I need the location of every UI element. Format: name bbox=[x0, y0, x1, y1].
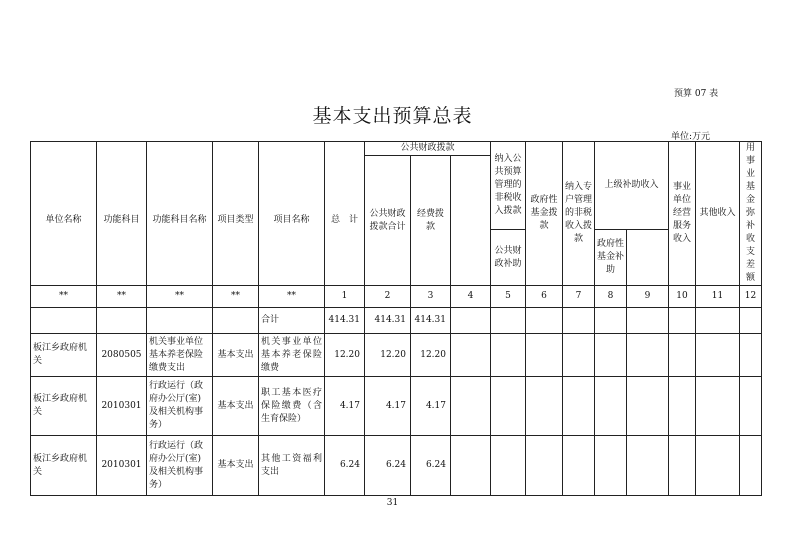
page-title: 基本支出预算总表 bbox=[312, 105, 473, 127]
index-cell: 6 bbox=[526, 286, 563, 308]
index-cell: 10 bbox=[669, 286, 696, 308]
operating-funds-cell: 4.17 bbox=[411, 377, 451, 436]
unit-name-cell: 板江乡政府机关 bbox=[31, 334, 97, 377]
budget-table bbox=[30, 141, 762, 496]
header-superior-subsidy: 上级补助收入 bbox=[595, 142, 669, 230]
table-cell bbox=[451, 334, 491, 377]
table-cell bbox=[669, 377, 696, 436]
function-code-cell: 2010301 bbox=[97, 436, 147, 496]
operating-funds-cell: 12.20 bbox=[411, 334, 451, 377]
index-cell: ** bbox=[31, 286, 97, 308]
project-name-cell: 职工基本医疗保险缴费（含生育保险） bbox=[259, 377, 325, 436]
header-special-non-tax: 纳入专户管理的非税收入拨款 bbox=[563, 142, 595, 286]
table-cell bbox=[740, 377, 762, 436]
public-finance-cell: 6.24 bbox=[365, 436, 411, 496]
header-gov-fund: 政府性基金拨款 bbox=[526, 142, 563, 286]
unit-name-cell: 板江乡政府机关 bbox=[31, 436, 97, 496]
header-operating-funds: 经费拨款 bbox=[411, 156, 451, 286]
total-amount: 414.31 bbox=[325, 308, 365, 334]
header-public-finance-subtotal: 公共财政拨款合计 bbox=[365, 156, 411, 286]
header-other-income: 其他收入 bbox=[696, 142, 740, 286]
index-cell: ** bbox=[97, 286, 147, 308]
header-public-finance: 公共财政拨款 bbox=[365, 142, 491, 156]
table-cell bbox=[627, 308, 669, 334]
table-cell bbox=[491, 334, 526, 377]
table-cell bbox=[526, 334, 563, 377]
header-total: 总 计 bbox=[325, 156, 365, 286]
total-row bbox=[31, 308, 762, 334]
index-cell: 9 bbox=[627, 286, 669, 308]
table-cell bbox=[451, 308, 491, 334]
header-cell bbox=[325, 142, 365, 156]
page-number: 31 bbox=[386, 498, 399, 508]
function-name-cell: 行政运行（政府办公厅(室)及相关机构事务） bbox=[147, 436, 213, 496]
header-cell bbox=[31, 142, 97, 156]
index-cell: 3 bbox=[411, 286, 451, 308]
header-function-name: 功能科目名称 bbox=[147, 156, 213, 286]
header-cell bbox=[97, 142, 147, 156]
table-cell bbox=[213, 308, 259, 334]
public-finance-cell: 4.17 bbox=[365, 377, 411, 436]
header-row-1 bbox=[31, 142, 762, 156]
header-cell bbox=[259, 142, 325, 156]
index-cell: 12 bbox=[740, 286, 762, 308]
header-function-code: 功能科目 bbox=[97, 156, 147, 286]
table-cell bbox=[526, 436, 563, 496]
operating-funds-cell: 6.24 bbox=[411, 436, 451, 496]
table-cell bbox=[696, 436, 740, 496]
index-cell: 1 bbox=[325, 286, 365, 308]
project-name-cell: 其他工资福利支出 bbox=[259, 436, 325, 496]
table-cell bbox=[669, 308, 696, 334]
function-name-cell: 行政运行（政府办公厅(室)及相关机构事务） bbox=[147, 377, 213, 436]
project-type-cell: 基本支出 bbox=[213, 436, 259, 496]
header-non-tax-income: 纳入公共预算管理的非税收入拨款 bbox=[491, 142, 526, 230]
table-cell bbox=[627, 377, 669, 436]
table-cell bbox=[147, 308, 213, 334]
index-cell: 7 bbox=[563, 286, 595, 308]
total-cell: 12.20 bbox=[325, 334, 365, 377]
project-name-cell: 机关事业单位基本养老保险缴费 bbox=[259, 334, 325, 377]
index-cell: 8 bbox=[595, 286, 627, 308]
project-type-cell: 基本支出 bbox=[213, 334, 259, 377]
unit-name-cell: 板江乡政府机关 bbox=[31, 377, 97, 436]
table-cell bbox=[696, 377, 740, 436]
header-project-name: 项目名称 bbox=[259, 156, 325, 286]
total-public-finance: 414.31 bbox=[365, 308, 411, 334]
header-fund-deficit: 用事业基金弥补收支差额 bbox=[740, 142, 762, 286]
total-operating-funds: 414.31 bbox=[411, 308, 451, 334]
table-cell bbox=[563, 436, 595, 496]
table-row bbox=[31, 377, 762, 436]
header-public-finance-subsidy: 公共财政补助 bbox=[491, 230, 526, 286]
function-code-cell: 2010301 bbox=[97, 377, 147, 436]
table-cell bbox=[491, 308, 526, 334]
total-label: 合计 bbox=[259, 308, 325, 334]
index-cell: ** bbox=[147, 286, 213, 308]
table-cell bbox=[595, 334, 627, 377]
index-cell: 11 bbox=[696, 286, 740, 308]
table-row bbox=[31, 334, 762, 377]
total-cell: 6.24 bbox=[325, 436, 365, 496]
table-cell bbox=[491, 436, 526, 496]
table-cell bbox=[627, 334, 669, 377]
table-cell bbox=[451, 436, 491, 496]
unit-label: 单位:万元 bbox=[671, 132, 711, 142]
table-row bbox=[31, 436, 762, 496]
table-cell bbox=[696, 308, 740, 334]
form-code: 预算 07 表 bbox=[674, 89, 719, 99]
header-gov-fund-subsidy: 政府性基金补助 bbox=[595, 230, 627, 286]
table-cell bbox=[595, 436, 627, 496]
index-cell: 5 bbox=[491, 286, 526, 308]
header-unit-name: 单位名称 bbox=[31, 156, 97, 286]
total-cell: 4.17 bbox=[325, 377, 365, 436]
table-cell bbox=[669, 436, 696, 496]
table-cell bbox=[740, 308, 762, 334]
table-cell bbox=[31, 308, 97, 334]
table-cell bbox=[669, 334, 696, 377]
header-cell bbox=[147, 142, 213, 156]
public-finance-cell: 12.20 bbox=[365, 334, 411, 377]
header-cell bbox=[213, 142, 259, 156]
table-cell bbox=[563, 377, 595, 436]
table-cell bbox=[595, 377, 627, 436]
index-cell: ** bbox=[259, 286, 325, 308]
table-cell bbox=[595, 308, 627, 334]
header-project-type: 项目类型 bbox=[213, 156, 259, 286]
function-name-cell: 机关事业单位基本养老保险缴费支出 bbox=[147, 334, 213, 377]
table-cell bbox=[563, 334, 595, 377]
index-cell: 4 bbox=[451, 286, 491, 308]
index-cell: ** bbox=[213, 286, 259, 308]
table-cell bbox=[563, 308, 595, 334]
table-cell bbox=[451, 377, 491, 436]
table-cell bbox=[491, 377, 526, 436]
table-cell bbox=[696, 334, 740, 377]
project-type-cell: 基本支出 bbox=[213, 377, 259, 436]
function-code-cell: 2080505 bbox=[97, 334, 147, 377]
table-cell bbox=[627, 436, 669, 496]
header-cell bbox=[451, 230, 491, 286]
table-cell bbox=[526, 308, 563, 334]
header-business-income: 事业单位经营服务收入 bbox=[669, 142, 696, 286]
table-cell bbox=[740, 436, 762, 496]
table-cell bbox=[526, 377, 563, 436]
table-cell bbox=[740, 334, 762, 377]
index-cell: 2 bbox=[365, 286, 411, 308]
table-cell bbox=[97, 308, 147, 334]
index-row bbox=[31, 286, 762, 308]
